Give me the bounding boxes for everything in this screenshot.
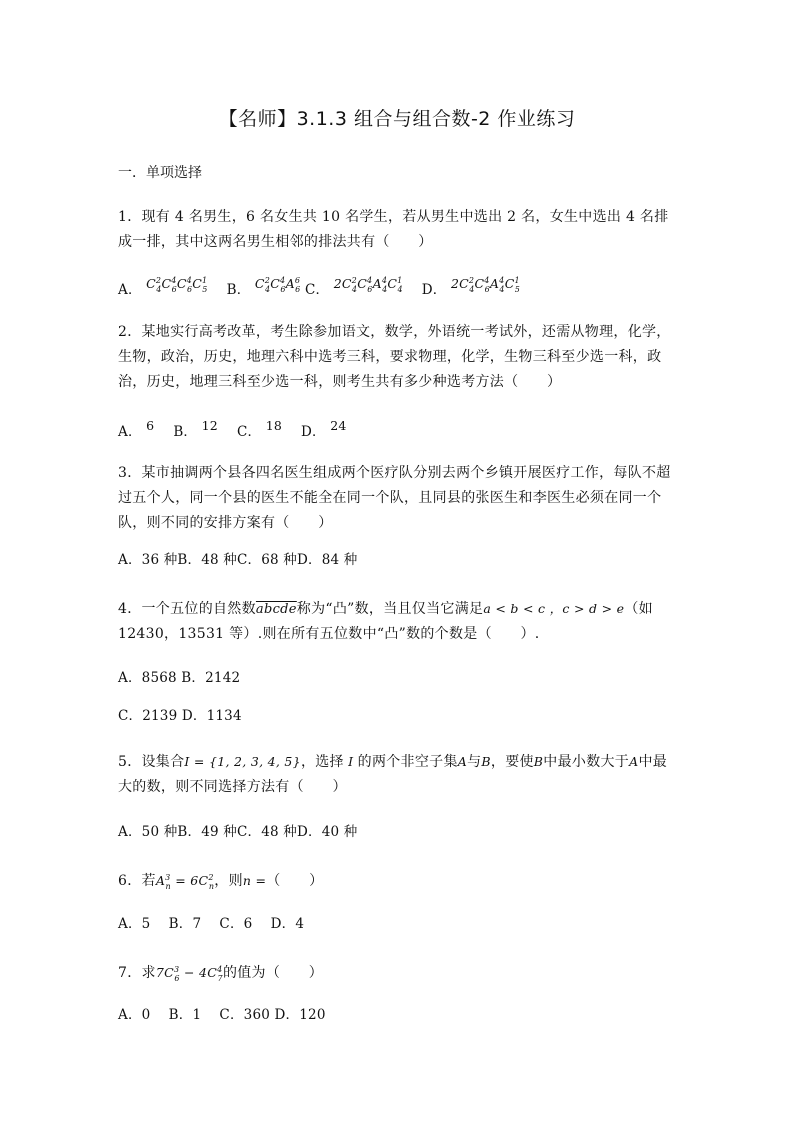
section-heading: 一．单项选择 <box>118 165 202 181</box>
option-a-label: A． <box>118 424 142 440</box>
question-4-options-row-2: C．2139 D．1134 <box>118 708 242 724</box>
option-c-label: C． <box>236 424 262 440</box>
question-6-stem-part: （ ） <box>266 873 324 889</box>
question-4-condition-formula: a < b < c ，c > d > e <box>483 601 625 616</box>
question-5-stem <box>118 749 680 800</box>
option-d-label: D． <box>421 282 447 298</box>
option-a-value: 6 <box>146 418 155 433</box>
option-c-label: C． <box>304 282 330 298</box>
option-a-formula: $C^2_4C^4_6C^4_6C^1_5$ <box>146 275 208 294</box>
option-c-formula: $2C^2_4C^4_6A^4_4C^1_4$ <box>333 275 403 294</box>
question-5-stem-part: 与 <box>467 754 482 770</box>
option-b-formula: $C^2_4C^4_6A^6_6$ <box>254 275 301 294</box>
option-a-label: A． <box>118 282 142 298</box>
question-4-stem-part: 4．一个五位的自然数 <box>118 601 256 617</box>
option-d-value: 24 <box>330 418 347 433</box>
question-7-options: A．0 B．1 C．360 D．120 <box>118 1007 326 1023</box>
option-c-value: 18 <box>265 418 282 433</box>
question-4-options-row-1: A．8568 B．2142 <box>118 670 241 686</box>
question-4-stem-part: （如12430，13531 等）.则在所有五位数中“凸”数的个数是（ ）. <box>118 601 653 642</box>
question-6-options: A．5 B．7 C．6 D．4 <box>118 916 305 932</box>
page-title: 【名师】3.1.3 组合与组合数-2 作业练习 <box>218 108 576 130</box>
option-b-value: 12 <box>201 418 218 433</box>
question-5-stem-part: 5．设集合 <box>118 754 185 770</box>
question-6-equation: $A^3_n = 6C^2_n$ <box>155 872 215 891</box>
question-4-stem <box>118 596 680 647</box>
question-5-set-formula: I = {1, 2, 3, 4, 5} <box>184 754 301 769</box>
question-6-stem-part: ，则 <box>214 873 243 889</box>
question-5-stem-part: ，选择 <box>300 754 344 770</box>
question-6-stem <box>118 868 680 894</box>
question-5-stem-part: 的两个非空子集 <box>357 754 458 770</box>
option-d-formula: $2C^2_4C^4_6A^4_4C^1_5$ <box>451 275 521 294</box>
question-6-var-n: n = <box>242 873 267 888</box>
question-2-options <box>118 420 347 440</box>
question-1-options <box>118 275 521 298</box>
question-4-stem-part: 称为“凸”数，当且仅当它满足 <box>296 601 484 617</box>
question-5-options: A．50 种B．49 种C．48 种D．40 种 <box>118 824 358 840</box>
question-3-options: A．36 种B．48 种C．68 种D．84 种 <box>118 552 358 568</box>
question-7-stem-part: 的值为（ ） <box>222 965 324 981</box>
question-5-var-a: A <box>457 754 468 769</box>
question-6-stem-part: 6．若 <box>118 873 156 889</box>
question-2-stem: 2．某地实行高考改革，考生除参加语文，数学，外语统一考试外，还需从物理，化学，生物，政治，历史，地理六科中选考三科，要求物理，化学，生物三科至少选一科，政治，历史，地理三科至少选一科，则考生共有多少种选考方法（ ） <box>118 324 671 390</box>
question-5-stem-part: 中最小数大于 <box>543 754 630 770</box>
question-5-stem-part: 中最大的数，则不同选择方法有（ ） <box>118 754 668 795</box>
question-5-var-i: I <box>343 754 358 769</box>
option-b-label: B． <box>226 282 251 298</box>
question-4-number-formula: abcde <box>255 602 297 617</box>
question-1-stem: 1．现有 4 名男生，6 名女生共 10 名学生，若从男生中选出 2 名，女生中选出 4 名排成一排，其中这两名男生相邻的排法共有（ ） <box>118 209 669 250</box>
question-7-expression: $7C^3_6 - 4C^4_7$ <box>155 964 223 983</box>
question-5-stem-part: ，要使 <box>490 754 534 770</box>
question-5-var-a2: A <box>629 754 639 769</box>
question-3-stem: 3．某市抽调两个县各四名医生组成两个医疗队分别去两个乡镇开展医疗工作，每队不超过五个人，同一个县的医生不能全在同一个队，且同县的张医生和李医生必须在同一个队，则不同的安排方案有（ ） <box>118 465 671 531</box>
question-7-stem-part: 7．求 <box>118 965 156 981</box>
question-5-var-b2: B <box>533 754 544 769</box>
question-5-var-b: B <box>481 754 491 769</box>
option-b-label: B． <box>173 424 198 440</box>
option-d-label: D． <box>301 424 326 440</box>
question-7-stem <box>118 960 680 986</box>
